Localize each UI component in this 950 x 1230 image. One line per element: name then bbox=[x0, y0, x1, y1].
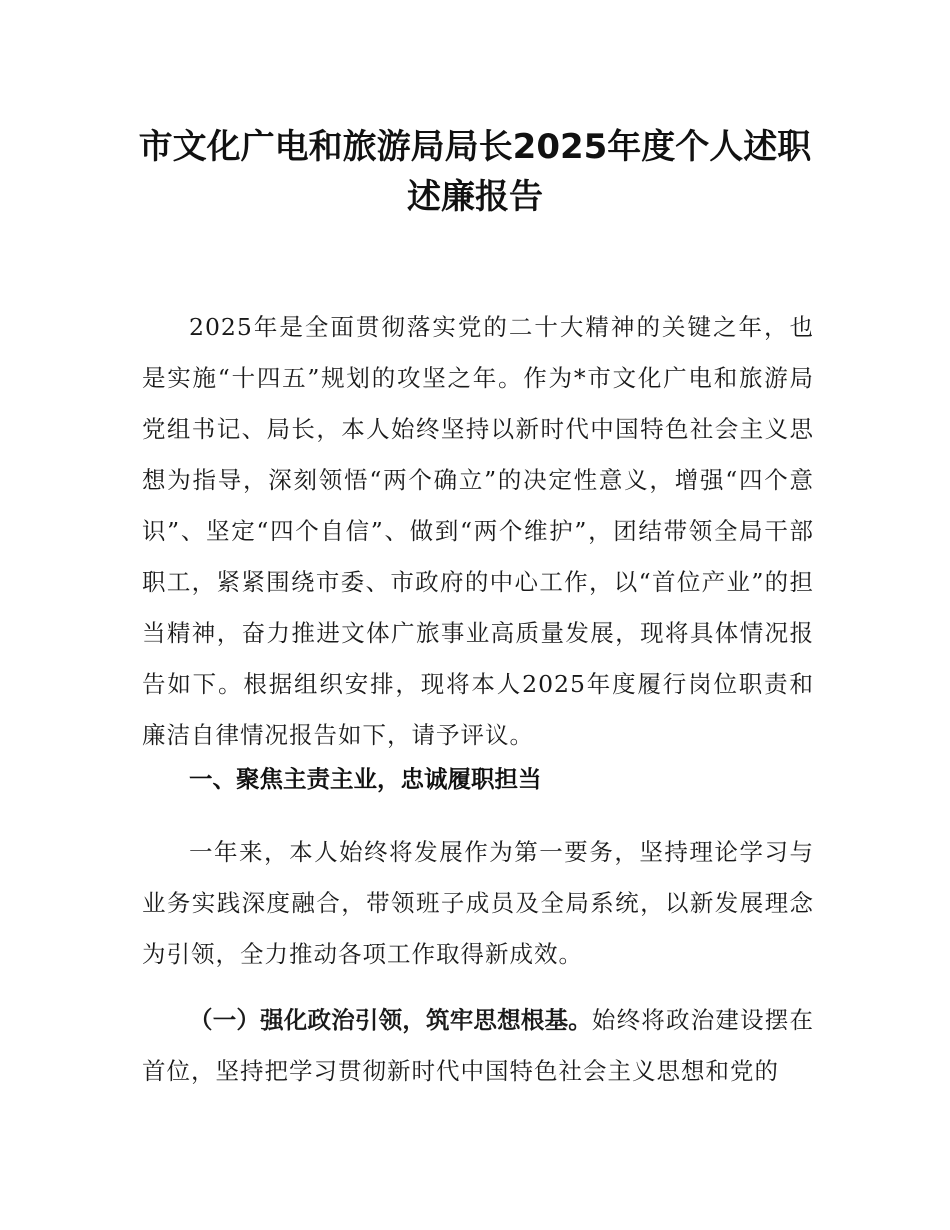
section-heading-1: 一、聚焦主责主业，忠诚履职担当 bbox=[189, 765, 542, 793]
subsection-1-lead: （一）强化政治引领，筑牢思想根基。 bbox=[189, 1006, 592, 1034]
subsection-1-paragraph bbox=[142, 995, 814, 1097]
section-1-paragraph: 一年来，本人始终将发展作为第一要务，坚持理论学习与业务实践深度融合，带领班子成员及全局系统，以新发展理念为引领，全力推动各项工作取得新成效。 bbox=[142, 838, 814, 968]
intro-paragraph: 2025年是全面贯彻落实党的二十大精神的关键之年，也是实施“十四五”规划的攻坚之年。作为*市文化广电和旅游局党组书记、局长，本人始终坚持以新时代中国特色社会主义思想为指导，深刻领悟“两个确立”的决定性意义，增强“四个意识”、坚定“四个自信”、做到“两个维护”，团结带领全局干部职工，紧紧围绕市委、市政府的中心工作，以“首位产业”的担当精神，奋力推进文体广旅事业高质量发展，现将具体情况报告如下。根据组织安排，现将本人2025年度履行岗位职责和廉洁自律情况报告如下，请予评议。 bbox=[142, 313, 814, 749]
subsection-1-text: 始终将政治建设摆在首位，坚持把学习贯彻新时代中国特色社会主义思想和党的 bbox=[142, 1006, 815, 1085]
document-title-line-1: 市文化广电和旅游局局长2025年度个人述职 bbox=[138, 127, 812, 167]
document-title-line-2: 述廉报告 bbox=[407, 177, 543, 217]
